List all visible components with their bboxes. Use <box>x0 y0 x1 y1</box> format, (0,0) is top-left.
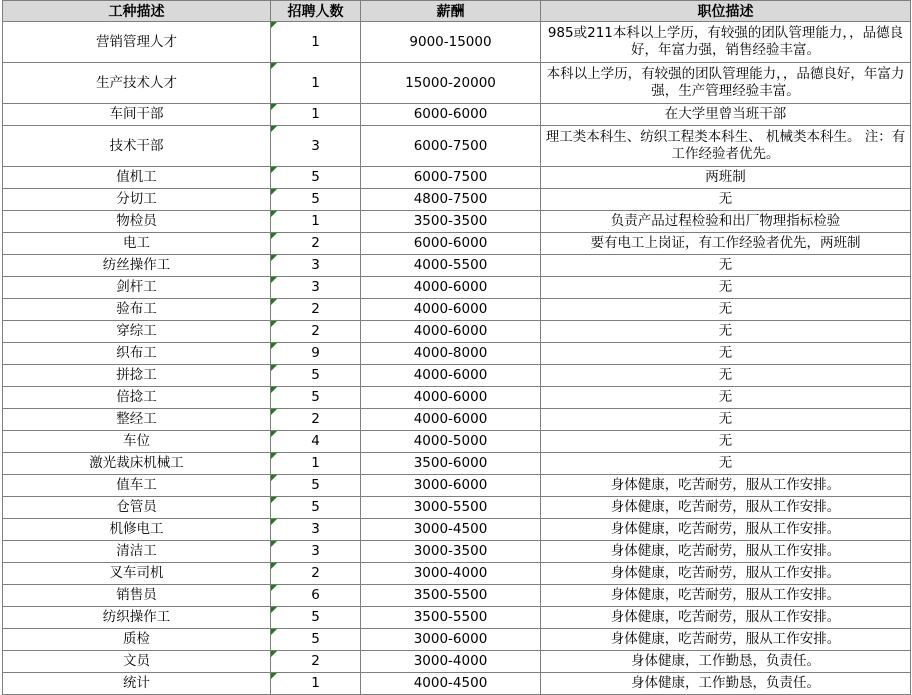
cell-job-type: 车间干部 <box>3 104 271 126</box>
cell-description: 负责产品过程检验和出厂物理指标检验 <box>541 211 911 233</box>
cell-salary: 4000-5500 <box>361 255 541 277</box>
cell-job-type: 整经工 <box>3 409 271 431</box>
cell-job-type: 剑杆工 <box>3 277 271 299</box>
cell-description: 身体健康，吃苦耐劳，服从工作安排。 <box>541 607 911 629</box>
cell-count: 1 <box>271 453 361 475</box>
cell-description: 无 <box>541 299 911 321</box>
cell-salary: 4000-5000 <box>361 431 541 453</box>
table-row <box>3 343 911 365</box>
cell-salary: 3000-4500 <box>361 519 541 541</box>
cell-description: 身体健康，吃苦耐劳，服从工作安排。 <box>541 563 911 585</box>
cell-count: 3 <box>271 541 361 563</box>
cell-salary: 3500-6000 <box>361 453 541 475</box>
cell-salary: 4000-6000 <box>361 299 541 321</box>
table-row <box>3 497 911 519</box>
cell-count: 9 <box>271 343 361 365</box>
cell-description: 在大学里曾当班干部 <box>541 104 911 126</box>
table-row <box>3 299 911 321</box>
header-salary: 薪酬 <box>361 1 541 22</box>
table-row <box>3 189 911 211</box>
cell-description: 理工类本科生、纺织工程类本科生、 机械类本科生。 注：有工作经验者优先。 <box>541 126 911 167</box>
cell-job-type: 营销管理人才 <box>3 22 271 63</box>
cell-count: 6 <box>271 585 361 607</box>
cell-description: 身体健康，吃苦耐劳，服从工作安排。 <box>541 497 911 519</box>
cell-count: 3 <box>271 277 361 299</box>
table-row <box>3 233 911 255</box>
cell-count: 2 <box>271 299 361 321</box>
cell-job-type: 仓管员 <box>3 497 271 519</box>
cell-job-type: 织布工 <box>3 343 271 365</box>
cell-salary: 3000-5500 <box>361 497 541 519</box>
table-row <box>3 541 911 563</box>
cell-job-type: 电工 <box>3 233 271 255</box>
cell-job-type: 值车工 <box>3 475 271 497</box>
cell-count: 2 <box>271 651 361 673</box>
cell-salary: 4000-6000 <box>361 321 541 343</box>
cell-description: 无 <box>541 431 911 453</box>
cell-count: 1 <box>271 673 361 695</box>
cell-description: 无 <box>541 277 911 299</box>
cell-job-type: 值机工 <box>3 167 271 189</box>
cell-count: 5 <box>271 475 361 497</box>
cell-description: 身体健康，吃苦耐劳，服从工作安排。 <box>541 475 911 497</box>
table-row <box>3 365 911 387</box>
cell-salary: 4000-6000 <box>361 409 541 431</box>
cell-salary: 3000-4000 <box>361 563 541 585</box>
cell-salary: 3000-6000 <box>361 475 541 497</box>
cell-job-type: 物检员 <box>3 211 271 233</box>
cell-count: 1 <box>271 22 361 63</box>
cell-salary: 4000-6000 <box>361 277 541 299</box>
cell-count: 3 <box>271 126 361 167</box>
table-row <box>3 673 911 695</box>
table-row <box>3 321 911 343</box>
cell-description: 985或211本科以上学历，有较强的团队管理能力，，品德良好，年富力强，销售经验丰富。 <box>541 22 911 63</box>
cell-count: 2 <box>271 563 361 585</box>
table-row <box>3 387 911 409</box>
cell-job-type: 文员 <box>3 651 271 673</box>
cell-salary: 3000-6000 <box>361 629 541 651</box>
cell-job-type: 纺织操作工 <box>3 607 271 629</box>
table-row <box>3 211 911 233</box>
table-row <box>3 453 911 475</box>
table-row <box>3 22 911 63</box>
cell-description: 无 <box>541 343 911 365</box>
recruitment-table <box>2 0 911 695</box>
cell-salary: 4000-6000 <box>361 387 541 409</box>
cell-salary: 9000-15000 <box>361 22 541 63</box>
cell-salary: 3000-3500 <box>361 541 541 563</box>
cell-description: 无 <box>541 321 911 343</box>
header-job-type: 工种描述 <box>3 1 271 22</box>
cell-salary: 6000-6000 <box>361 233 541 255</box>
cell-job-type: 生产技术人才 <box>3 63 271 104</box>
cell-count: 5 <box>271 497 361 519</box>
cell-salary: 3500-3500 <box>361 211 541 233</box>
cell-count: 5 <box>271 189 361 211</box>
cell-description: 无 <box>541 255 911 277</box>
table-row <box>3 651 911 673</box>
table-row <box>3 277 911 299</box>
cell-description: 无 <box>541 409 911 431</box>
cell-description: 两班制 <box>541 167 911 189</box>
cell-salary: 4000-6000 <box>361 365 541 387</box>
cell-job-type: 销售员 <box>3 585 271 607</box>
cell-count: 5 <box>271 365 361 387</box>
cell-count: 2 <box>271 409 361 431</box>
cell-description: 身体健康，吃苦耐劳，服从工作安排。 <box>541 541 911 563</box>
cell-salary: 3500-5500 <box>361 585 541 607</box>
table-row <box>3 63 911 104</box>
table-row <box>3 431 911 453</box>
cell-salary: 6000-7500 <box>361 126 541 167</box>
cell-description: 身体健康，吃苦耐劳，服从工作安排。 <box>541 585 911 607</box>
cell-count: 5 <box>271 387 361 409</box>
cell-job-type: 纺丝操作工 <box>3 255 271 277</box>
cell-salary: 4000-4500 <box>361 673 541 695</box>
cell-count: 2 <box>271 321 361 343</box>
cell-job-type: 验布工 <box>3 299 271 321</box>
cell-count: 1 <box>271 63 361 104</box>
header-row <box>3 1 911 22</box>
table-row <box>3 167 911 189</box>
table-row <box>3 629 911 651</box>
cell-salary: 15000-20000 <box>361 63 541 104</box>
cell-salary: 4000-8000 <box>361 343 541 365</box>
cell-description: 无 <box>541 189 911 211</box>
cell-job-type: 机修电工 <box>3 519 271 541</box>
cell-job-type: 技术干部 <box>3 126 271 167</box>
cell-description: 无 <box>541 365 911 387</box>
cell-count: 1 <box>271 211 361 233</box>
cell-job-type: 质检 <box>3 629 271 651</box>
header-count: 招聘人数 <box>271 1 361 22</box>
cell-description: 身体健康，吃苦耐劳，服从工作安排。 <box>541 519 911 541</box>
table-row <box>3 519 911 541</box>
cell-salary: 3000-4000 <box>361 651 541 673</box>
cell-count: 1 <box>271 104 361 126</box>
table-row <box>3 126 911 167</box>
cell-count: 3 <box>271 519 361 541</box>
table-row <box>3 104 911 126</box>
cell-description: 无 <box>541 387 911 409</box>
cell-job-type: 统计 <box>3 673 271 695</box>
cell-job-type: 激光裁床机械工 <box>3 453 271 475</box>
cell-description: 身体健康，吃苦耐劳，服从工作安排。 <box>541 629 911 651</box>
table-row <box>3 585 911 607</box>
cell-count: 5 <box>271 167 361 189</box>
cell-salary: 6000-7500 <box>361 167 541 189</box>
cell-count: 2 <box>271 233 361 255</box>
cell-salary: 6000-6000 <box>361 104 541 126</box>
cell-description: 身体健康，工作勤恳，负责任。 <box>541 673 911 695</box>
table-row <box>3 607 911 629</box>
cell-job-type: 穿综工 <box>3 321 271 343</box>
cell-job-type: 拼捻工 <box>3 365 271 387</box>
header-description: 职位描述 <box>541 1 911 22</box>
cell-count: 5 <box>271 629 361 651</box>
cell-job-type: 车位 <box>3 431 271 453</box>
cell-description: 无 <box>541 453 911 475</box>
table-row <box>3 563 911 585</box>
cell-description: 要有电工上岗证，有工作经验者优先，两班制 <box>541 233 911 255</box>
cell-job-type: 分切工 <box>3 189 271 211</box>
cell-job-type: 清洁工 <box>3 541 271 563</box>
cell-description: 本科以上学历，有较强的团队管理能力，，品德良好，年富力强，生产管理经验丰富。 <box>541 63 911 104</box>
cell-job-type: 叉车司机 <box>3 563 271 585</box>
cell-count: 5 <box>271 607 361 629</box>
table-row <box>3 475 911 497</box>
cell-job-type: 倍捻工 <box>3 387 271 409</box>
cell-count: 3 <box>271 255 361 277</box>
cell-salary: 3500-5500 <box>361 607 541 629</box>
table-row <box>3 255 911 277</box>
cell-description: 身体健康，工作勤恳，负责任。 <box>541 651 911 673</box>
cell-salary: 4800-7500 <box>361 189 541 211</box>
table-row <box>3 409 911 431</box>
cell-count: 4 <box>271 431 361 453</box>
